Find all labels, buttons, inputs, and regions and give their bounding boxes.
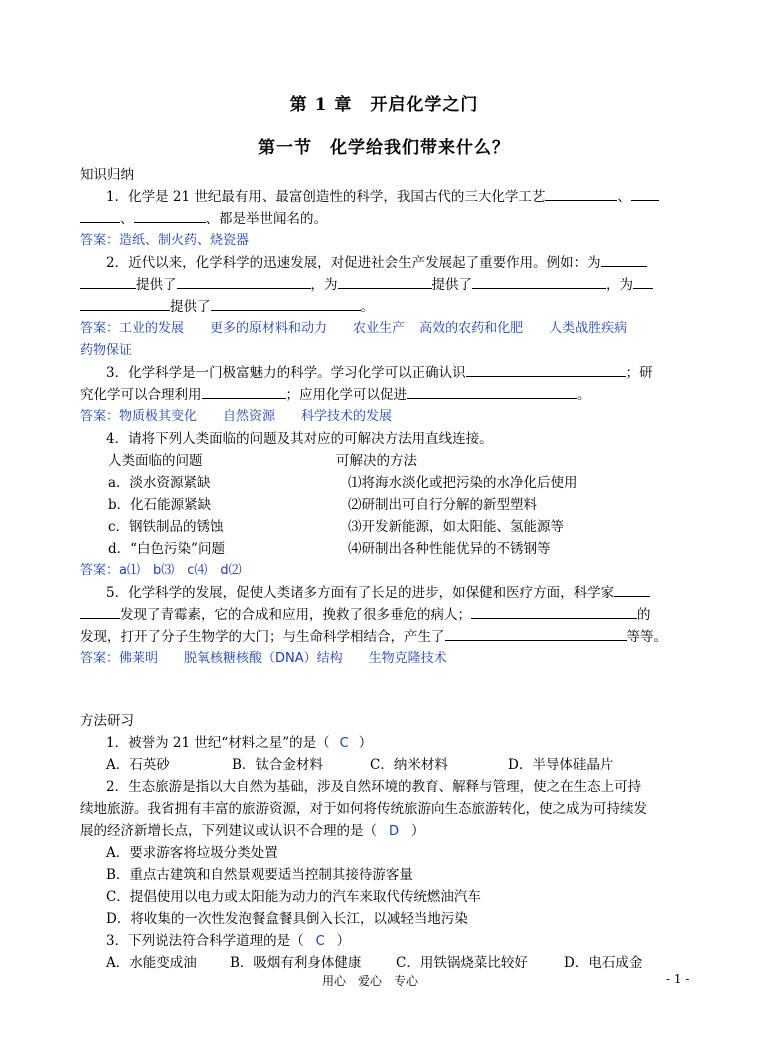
question-5-answer: 答案：佛莱明 脱氧核糖核酸（DNA）结构 生物克隆技术 (80, 651, 447, 666)
question-2-line-3: 提供了 。 (80, 296, 700, 318)
method-2-option-c: C．提倡使用以电力或太阳能为动力的汽车来取代传统燃油汽车 (106, 889, 481, 905)
question-1-answer: 答案：造纸、制火药、烧瓷器 (80, 233, 250, 248)
question-3-line-2: 究化学可以合理利用 ；应用化学可以促进 。 (80, 384, 700, 406)
question-1-line-1: 1．化学是 21 世纪最有用、最富创造性的科学，我国古代的三大化学工艺 、 (106, 186, 726, 208)
method-2-line-2: 续地旅游。我省拥有丰富的旅游资源，对于如何将传统旅游向生态旅游转化，使之成为可持续发 (80, 801, 647, 817)
section-title: 第一节 化学给我们带来什么？ (258, 138, 510, 158)
method-2-option-a: A．要求游客将垃圾分类处置 (106, 845, 278, 861)
method-2-option-d: D．将收集的一次性发泡餐盒餐具倒入长江，以减轻当地污染 (106, 911, 468, 927)
method-2-line-3: 展的经济新增长点，下列建议或认识不合理的是（ D ） (80, 823, 425, 839)
knowledge-heading: 知识归纳 (80, 167, 134, 183)
method-3-stem: 3．下列说法符合科学道理的是（ C ） (106, 933, 351, 949)
footer-motto: 用心 爱心 专心 (322, 974, 419, 988)
question-3-line-1: 3．化学科学是一门极富魅力的科学。学习化学可以正确认识 ；研 (106, 362, 726, 384)
question-2-answer: 答案：工业的发展 更多的原材料和动力 农业生产 高效的农药和化肥 人类战胜疾病 (80, 321, 628, 336)
chapter-title: 第 1 章 开启化学之门 (289, 95, 479, 115)
document-page: 第 1 章 开启化学之门 第一节 化学给我们带来什么？ 知识归纳 1．化学是 21 世纪最有用、最富创造性的科学，我国古代的三大化学工艺 、 、 、都是举世闻名的。 答案：造纸、制火药、烧瓷器 2．近代以来，化学科学的迅速发展，对促进社会生产发展起了重要作用。例如：为 提供了 ，为 提供了 ，为 提供了 。 答案：工业的发展 更多的原材料和动力 农业生产 高效的农药和化肥 人类战胜疾病 药物保证 3．化学科学是一门极富魅力的科学。学习化学可以正确认识 ；研 究化学可以合理利用 ；应用化学可以促进 。 答案：物质极其变化 自然资源 科学技术的发展 4．请将下列人类面临的问题及其对应的可解决方法用直线连接。 人类面临的问题 可解决的方法 a．淡水资源紧缺 ⑴将海水淡化或把污染的水净化后使用 b．化石能源紧缺 ⑵研制出可自行分解的新型塑料 c．钢铁制品的锈蚀 ⑶开发新能源，如太阳能、氢能源等 d．“白色污染”问题 ⑷研制出各种性能优异的不锈钢等 答案：a⑴ b⑶ c⑷ d⑵ 5．化学科学的发展，促使人类诸多方面有了长足的进步，如保健和医疗方面，科学家 发现了青霉素，它的合成和应用，挽救了很多垂危的病人； 的 发现，打开了分子生物学的大门；与生命科学相结合，产生了 等等。 答案：佛莱明 脱氧核糖核酸（DNA）结构 生物克隆技术 方法研习 1．被誉为 21 世纪“材料之星”的是（ C ） A．石英砂 B．钛合金材料 C．纳米材料 D．半导体硅晶片 2．生态旅游是指以大自然为基础，涉及自然环境的教育、解释与管理，使之在生态上可持 续地旅游。我省拥有丰富的旅游资源，对于如何将传统旅游向生态旅游转化，使之成为可持续发 展的经济新增长点，下列建议或认识不合理的是（ D ） A．要求游客将垃圾分类处置 B．重点古建筑和自然景观要适当控制其接待游客量 C．提倡使用以电力或太阳能为动力的汽车来取代传统燃油汽车 D．将收集的一次性发泡餐盒餐具倒入长江，以减轻当地污染 3．下列说法符合科学道理的是（ C ） A．水能变成油 B．吸烟有利身体健康 C．用铁锅烧菜比较好 D．电石成金 用心 爱心 专心 - 1 - (0, 0, 768, 1064)
question-1-line-2: 、 、都是举世闻名的。 (80, 208, 700, 230)
question-4-stem: 4．请将下列人类面临的问题及其对应的可解决方法用直线连接。 (106, 431, 493, 447)
question-2-answer-cont: 药物保证 (80, 343, 133, 358)
question-5-line-3: 发现，打开了分子生物学的大门；与生命科学相结合，产生了 等等。 (80, 626, 700, 648)
question-2-line-2: 提供了 ，为 提供了 ，为 (80, 274, 700, 296)
question-3-answer: 答案：物质极其变化 自然资源 科学技术的发展 (80, 409, 393, 424)
method-2-line-1: 2．生态旅游是指以大自然为基础，涉及自然环境的教育、解释与管理，使之在生态上可持 (106, 779, 642, 795)
question-5-line-1: 5．化学科学的发展，促使人类诸多方面有了长足的进步，如保健和医疗方面，科学家 (106, 582, 726, 604)
method-2-option-b: B．重点古建筑和自然景观要适当控制其接待游客量 (106, 867, 413, 883)
question-4-answer: 答案：a⑴ b⑶ c⑷ d⑵ (80, 563, 242, 578)
question-5-line-2: 发现了青霉素，它的合成和应用，挽救了很多垂危的病人； 的 (80, 604, 700, 626)
question-2-line-1: 2．近代以来，化学科学的迅速发展，对促进社会生产发展起了重要作用。例如：为 (106, 252, 726, 274)
method-1-stem: 1．被誉为 21 世纪“材料之星”的是（ C ） (106, 735, 373, 751)
page-number: - 1 - (666, 972, 690, 986)
methods-heading: 方法研习 (80, 713, 134, 729)
